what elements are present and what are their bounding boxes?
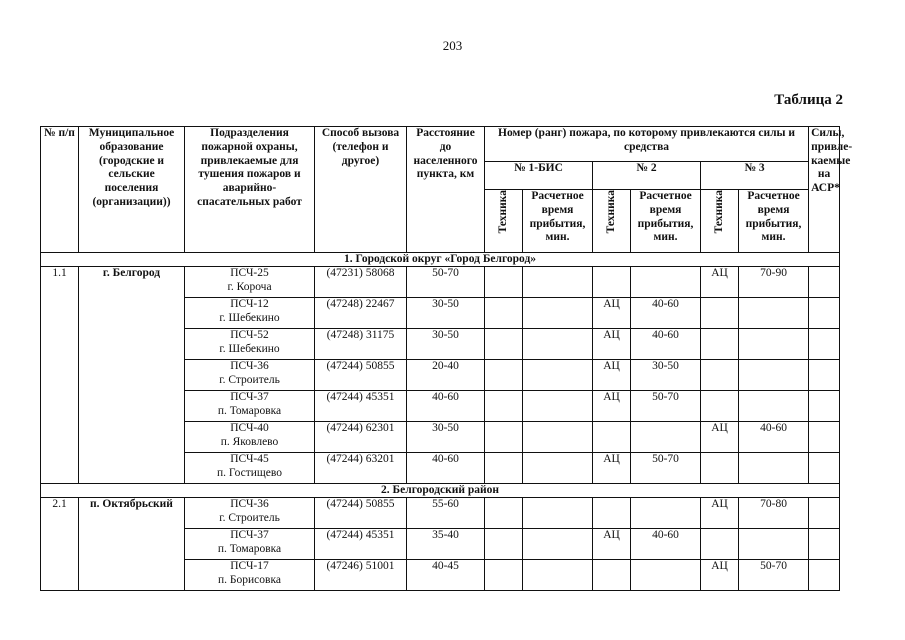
tech-rank2: АЦ [593,329,631,360]
arrival-rank2: 40-60 [631,298,701,329]
phone-number: (47231) 58068 [315,267,407,298]
tech-rank3 [701,453,739,484]
unit-cell [185,529,315,560]
arrival-1bis [523,298,593,329]
unit-name: ПСЧ-36 [230,360,269,372]
asr [809,391,840,422]
unit-cell [185,267,315,298]
asr [809,298,840,329]
unit-place: г. Шебекино [219,311,280,324]
unit-cell [185,391,315,422]
asr [809,329,840,360]
unit-place: г. Шебекино [219,342,280,355]
phone-number: (47244) 50855 [315,360,407,391]
unit-name: ПСЧ-25 [230,267,269,279]
tech-1bis [485,329,523,360]
distance-km: 40-60 [407,391,485,422]
arrival-rank3 [739,529,809,560]
arrival-rank2 [631,498,701,529]
arrival-rank3: 70-90 [739,267,809,298]
asr [809,529,840,560]
distance-km: 30-50 [407,298,485,329]
distance-km: 40-60 [407,453,485,484]
arrival-rank3 [739,453,809,484]
unit-place: п. Томаровка [217,404,282,417]
tech-rank3: АЦ [701,498,739,529]
arrival-rank3 [739,329,809,360]
unit-name: ПСЧ-40 [230,422,269,434]
header-no: № п/п [41,127,79,253]
tech-rank2: АЦ [593,360,631,391]
header-rank-1bis: № 1-БИС [485,162,593,190]
phone-number: (47244) 62301 [315,422,407,453]
unit-cell [185,560,315,591]
header-units: Подразделения пожарной охраны, привлекаемые для тушения пожаров и аварийно-спасательных работ [185,127,315,253]
arrival-rank2: 40-60 [631,329,701,360]
header-call-method: Способ вызова (телефон и другое) [315,127,407,253]
municipality-name: г. Белгород [79,267,185,484]
arrival-1bis [523,360,593,391]
tech-rank2: АЦ [593,529,631,560]
tech-1bis [485,298,523,329]
arrival-rank2 [631,560,701,591]
asr [809,498,840,529]
unit-cell [185,298,315,329]
arrival-1bis [523,329,593,360]
header-asr: Силы, привле-каемые на АСР* [809,127,840,253]
arrival-1bis [523,391,593,422]
table-row [41,498,840,529]
tech-rank2 [593,422,631,453]
arrival-rank3: 50-70 [739,560,809,591]
asr [809,453,840,484]
tech-rank3: АЦ [701,560,739,591]
table-header [41,127,853,253]
section-header [41,484,840,498]
distance-km: 50-70 [407,267,485,298]
header-tech-3: Техника [701,190,739,253]
arrival-rank2 [631,422,701,453]
unit-cell [185,360,315,391]
unit-place: п. Томаровка [217,542,282,555]
distance-km: 35-40 [407,529,485,560]
tech-rank3 [701,529,739,560]
phone-number: (47244) 63201 [315,453,407,484]
header-arrival-3: Расчетное время прибытия, мин. [739,190,809,253]
distance-km: 30-50 [407,329,485,360]
header-arrival-2: Расчетное время прибытия, мин. [631,190,701,253]
section-title: 1. Городской округ «Город Белгород» [41,253,840,267]
tech-rank3 [701,391,739,422]
arrival-rank3: 70-80 [739,498,809,529]
phone-number: (47246) 51001 [315,560,407,591]
tech-rank3 [701,360,739,391]
arrival-rank3 [739,391,809,422]
unit-cell [185,498,315,529]
header-fire-rank: Номер (ранг) пожара, по которому привлекаются силы и средства [485,127,809,162]
row-number: 1.1 [41,267,79,484]
asr [809,560,840,591]
table-caption: Таблица 2 [774,92,843,108]
distance-km: 55-60 [407,498,485,529]
tech-1bis [485,529,523,560]
tech-rank2 [593,267,631,298]
unit-place: п. Борисовка [218,573,281,586]
tech-1bis [485,360,523,391]
tech-1bis [485,422,523,453]
asr [809,422,840,453]
fire-forces-table [40,126,853,591]
tech-rank3: АЦ [701,267,739,298]
unit-name: ПСЧ-37 [230,529,269,541]
section-header [41,253,840,267]
unit-place: г. Строитель [219,511,280,524]
arrival-1bis [523,453,593,484]
unit-name: ПСЧ-52 [230,329,269,341]
unit-name: ПСЧ-17 [230,560,269,572]
header-rank-3: № 3 [701,162,809,190]
arrival-1bis [523,529,593,560]
arrival-rank2: 50-70 [631,391,701,422]
tech-1bis [485,498,523,529]
table-body [41,253,840,591]
unit-name: ПСЧ-36 [230,498,269,510]
phone-number: (47248) 22467 [315,298,407,329]
phone-number: (47244) 50855 [315,498,407,529]
unit-place: п. Гостищево [217,466,282,479]
arrival-rank2 [631,267,701,298]
tech-rank3 [701,329,739,360]
page-number: 203 [442,38,463,53]
arrival-1bis [523,422,593,453]
header-distance: Расстояние до населенного пункта, км [407,127,485,253]
arrival-rank3: 40-60 [739,422,809,453]
tech-rank3 [701,298,739,329]
header-arrival-1: Расчетное время прибытия, мин. [523,190,593,253]
header-municipality: Муниципальное образование (городские и сельские поселения (организации)) [79,127,185,253]
unit-cell [185,329,315,360]
tech-rank2: АЦ [593,298,631,329]
unit-place: г. Строитель [219,373,280,386]
tech-rank2: АЦ [593,391,631,422]
unit-name: ПСЧ-12 [230,298,269,310]
arrival-rank2: 50-70 [631,453,701,484]
phone-number: (47248) 31175 [315,329,407,360]
section-title: 2. Белгородский район [41,484,840,498]
arrival-rank3 [739,360,809,391]
tech-1bis [485,391,523,422]
tech-1bis [485,560,523,591]
arrival-rank3 [739,298,809,329]
row-number: 2.1 [41,498,79,591]
asr [809,360,840,391]
tech-1bis [485,453,523,484]
distance-km: 30-50 [407,422,485,453]
arrival-1bis [523,498,593,529]
arrival-1bis [523,560,593,591]
unit-cell [185,422,315,453]
arrival-rank2: 30-50 [631,360,701,391]
tech-rank2: АЦ [593,453,631,484]
asr [809,267,840,298]
distance-km: 40-45 [407,560,485,591]
arrival-rank2: 40-60 [631,529,701,560]
header-tech-1: Техника [485,190,523,253]
distance-km: 20-40 [407,360,485,391]
unit-name: ПСЧ-45 [230,453,269,465]
phone-number: (47244) 45351 [315,391,407,422]
header-tech-2: Техника [593,190,631,253]
phone-number: (47244) 45351 [315,529,407,560]
arrival-1bis [523,267,593,298]
tech-rank2 [593,498,631,529]
municipality-name: п. Октябрьский [79,498,185,591]
table-row [41,267,840,298]
unit-place: г. Короча [227,280,272,293]
unit-place: п. Яковлево [220,435,279,448]
tech-rank3: АЦ [701,422,739,453]
header-rank-2: № 2 [593,162,701,190]
unit-name: ПСЧ-37 [230,391,269,403]
tech-rank2 [593,560,631,591]
tech-1bis [485,267,523,298]
unit-cell [185,453,315,484]
